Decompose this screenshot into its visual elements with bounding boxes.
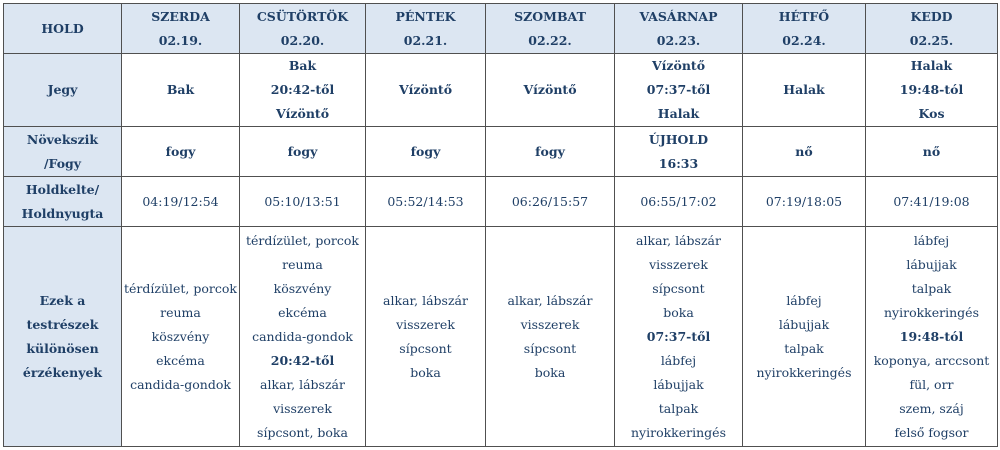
cell-line: 07:37-től [646,82,711,97]
cell-line: 19:48-tól [899,82,964,97]
rise-set-row [4,177,998,227]
cell-line: Bak [288,58,317,73]
day-header [240,4,366,54]
cell-text: 07:41/19:08 [893,193,970,209]
body-part-item: köszvény [151,328,210,344]
day-name: CSÜTÖRTÖK [256,8,349,24]
sign-cell [615,54,743,127]
body-part-item: reuma [160,304,201,320]
row-label-line: Holdkelte/ [25,181,100,197]
body-part-item: reuma [282,256,323,272]
body-parts-cell [122,227,240,447]
row-label [4,127,122,177]
row-label-line: Jegy [47,82,78,97]
row-label [4,227,122,447]
day-name: SZERDA [151,8,210,24]
body-parts-cell [486,227,615,447]
phase-cell [615,127,743,177]
day-header [743,4,866,54]
cell-text: 05:10/13:51 [264,193,341,209]
phase-cell [122,127,240,177]
body-part-item: visszerek [520,316,580,332]
body-part-item: lábujjak [653,376,704,392]
rise-set-cell [240,177,366,227]
body-part-item: talpak [658,400,699,416]
day-header [866,4,998,54]
rise-set-cell [615,177,743,227]
cell-text: 06:26/15:57 [511,193,589,209]
body-part-item: felső fogsor [894,424,969,440]
body-part-item: nyirokkeringés [884,304,979,320]
day-header [486,4,615,54]
row-label-line: érzékenyek [22,364,103,380]
day-header [122,4,240,54]
day-name: VASÁRNAP [639,8,718,24]
day-name: PÉNTEK [395,8,456,24]
body-part-item: sípcsont [399,340,452,356]
sign-cell [486,54,615,127]
cell-line: 16:33 [658,155,699,171]
day-date: 02.21. [403,32,448,48]
rise-set-cell [486,177,615,227]
body-part-item: visszerek [649,256,708,272]
row-label [4,54,122,127]
sign-cell [743,54,866,127]
body-part-item: fül, orr [909,376,954,392]
body-part-item: boka [663,304,694,320]
body-part-item: boka [534,364,566,380]
body-part-item: candida-gondok [252,328,353,344]
body-part-item: alkar, lábszár [507,292,593,308]
cell-text: 07:19/18:05 [765,193,843,209]
body-part-item: candida-gondok [130,376,231,392]
cell-line: Bak [166,82,195,97]
day-name: KEDD [910,8,953,24]
body-part-item: lábfej [913,232,950,248]
time-marker: 20:42-től [270,352,335,368]
row-label-line: különösen [26,340,99,356]
row-label-line: testrészek [26,316,99,332]
day-header [366,4,486,54]
body-part-item: ekcéma [278,304,327,320]
time-marker: 19:48-tól [899,328,964,344]
body-part-item: sípcsont [523,340,577,356]
cell-line: Vízöntő [398,82,453,97]
body-parts-row [4,227,998,447]
row-label-line: /Fogy [43,155,82,171]
body-part-item: lábfej [786,292,822,308]
day-date: 02.24. [782,32,826,48]
day-date: 02.22. [528,32,572,48]
corner-cell [4,4,122,54]
body-part-item: sípcsont [652,280,705,296]
body-part-item: térdízület, porcok [123,280,237,296]
cell-text: 06:55/17:02 [640,193,717,209]
body-parts-cell [866,227,998,447]
body-part-item: köszvény [273,280,332,296]
phase-row [4,127,998,177]
body-parts-cell [743,227,866,447]
day-date: 02.20. [280,32,325,48]
cell-line: Halak [657,106,700,121]
body-part-item: sípcsont, boka [257,424,348,440]
body-part-item: talpak [784,340,824,356]
day-date: 02.25. [909,32,954,48]
row-label-line: Növekszik [26,131,99,147]
cell-line: fogy [535,143,565,159]
day-name: HÉTFŐ [778,8,830,24]
body-part-item: boka [410,364,441,380]
body-part-item: térdízület, porcok [245,232,359,248]
body-part-item: koponya, arccsont [873,352,990,368]
row-label-line: Holdnyugta [21,205,104,221]
phase-cell [240,127,366,177]
body-part-item: talpak [911,280,952,296]
cell-text: 04:19/12:54 [142,193,219,209]
body-part-item: ekcéma [156,352,205,368]
corner-label: HOLD [41,20,84,36]
sign-cell [866,54,998,127]
body-parts-cell [240,227,366,447]
time-marker: 07:37-től [646,328,711,344]
header-row [4,4,998,54]
cell-line: 20:42-től [270,82,335,97]
row-label-line: Ezek a [39,292,86,308]
body-part-item: alkar, lábszár [383,292,468,308]
cell-line: fogy [165,143,196,159]
body-part-item: szem, száj [899,400,964,416]
cell-line: ÚJHOLD [648,131,709,147]
cell-line: Kos [918,106,945,121]
moon-calendar-table [3,3,998,447]
body-part-item: alkar, lábszár [636,232,721,248]
sign-row [4,54,998,127]
phase-cell [743,127,866,177]
day-header [615,4,743,54]
body-part-item: visszerek [396,316,455,332]
body-part-item: lábujjak [906,256,957,272]
row-label [4,177,122,227]
cell-line: Halak [783,82,825,97]
day-date: 02.23. [656,32,701,48]
cell-line: Vízöntő [651,58,706,73]
day-name: SZOMBAT [514,8,586,24]
day-date: 02.19. [158,32,203,48]
cell-line: nő [795,143,813,159]
body-part-item: alkar, lábszár [260,376,345,392]
body-part-item: visszerek [273,400,332,416]
rise-set-cell [122,177,240,227]
body-part-item: lábujjak [778,316,830,332]
cell-line: Halak [910,58,953,73]
cell-line: fogy [287,143,318,159]
sign-cell [240,54,366,127]
cell-text: 05:52/14:53 [387,193,464,209]
cell-line: fogy [410,143,441,159]
sign-cell [122,54,240,127]
cell-line: Vízöntő [523,82,577,97]
cell-line: Vízöntő [275,106,330,121]
phase-cell [866,127,998,177]
body-parts-cell [615,227,743,447]
body-part-item: nyirokkeringés [756,364,852,380]
body-part-item: nyirokkeringés [631,424,726,440]
phase-cell [366,127,486,177]
rise-set-cell [743,177,866,227]
cell-line: nő [922,143,941,159]
rise-set-cell [866,177,998,227]
body-parts-cell [366,227,486,447]
body-part-item: lábfej [660,352,697,368]
sign-cell [366,54,486,127]
phase-cell [486,127,615,177]
rise-set-cell [366,177,486,227]
